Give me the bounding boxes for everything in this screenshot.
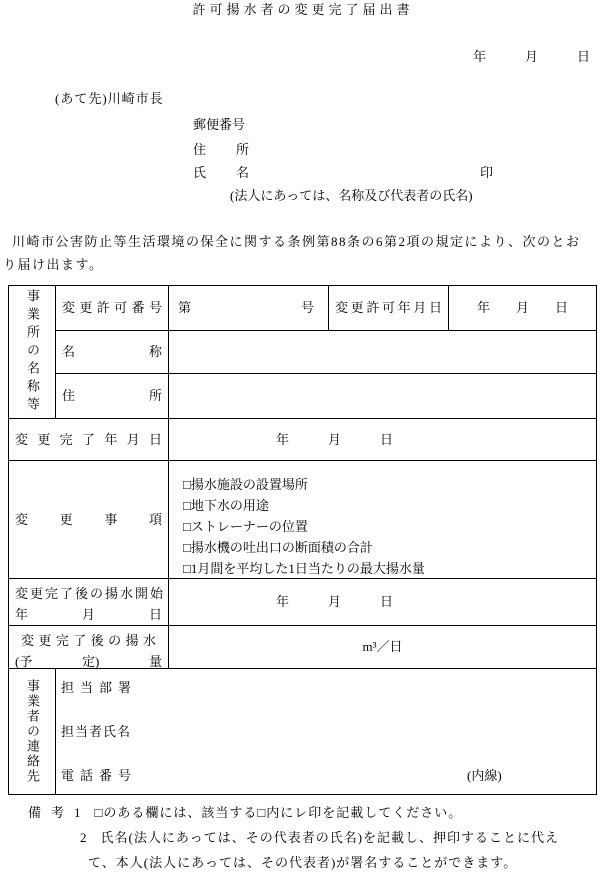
pump-start-label-line1: 変更完了後の揚水開始 [15,586,166,601]
pump-start-value: 年 月 日 [275,594,393,609]
pump-start-row [9,579,596,626]
pump-volume-ryou: 量 [148,654,162,669]
office-group [9,286,596,419]
permit-date-label: 変 更 許 可 年 月 日 [329,286,449,330]
office-address-field [169,374,596,418]
name-label-right: 名 [235,165,249,180]
office-name-label [56,331,169,373]
note-1 [28,806,462,820]
permit-number-field [169,286,329,330]
contact-phone-line [61,769,596,783]
checkbox-item-strainer: □ストレーナーの位置 [183,519,308,534]
address-label [193,143,249,157]
note-2 [80,831,559,845]
note-2-number: 2 [80,830,87,845]
contact-fields [56,669,596,794]
contact-phone-label: 電話番号 [61,768,138,783]
change-items-label: 変 更 事 項 [9,461,169,578]
contact-dept-label: 担当部署 [61,680,138,695]
notes-label: 備考 [28,805,75,820]
permit-number-prefix: 第 [178,300,192,315]
office-name-label-right: 称 [148,344,162,359]
note-2-text-line2: て、本人(法人にあっては、その代表者)が署名することができます。 [88,855,518,870]
contact-group-header: 事業者の連絡先 [9,669,56,794]
name-label-left: 氏 [193,165,207,180]
form-table [8,285,597,795]
pump-start-label [9,579,169,625]
contact-person-label: 担当者氏名 [61,724,132,739]
note-2-text-line1: 氏名(法人にあっては、その代表者の氏名)を記載し、押印することに代え [100,830,560,845]
pump-start-day: 日 [148,607,162,622]
intro-line-1: 川崎市公害防止等生活環境の保全に関する条例第88条の6第2項の規定により、次のとお [12,234,581,249]
checkbox-item-outlet-area: □揚水機の吐出口の断面積の合計 [183,540,373,555]
permit-number-row [56,286,596,331]
completion-date-label: 変 更 完 了 年 月 日 [9,419,169,460]
office-name-label-left: 名 [62,344,76,359]
note-1-number: 1 [74,805,81,820]
office-address-label [56,374,169,418]
pump-volume-label-line1: 変 更 完 了 後 の 揚 水 [21,633,156,648]
address-label-left: 住 [193,142,207,157]
office-address-label-right: 所 [148,388,162,403]
pump-volume-paren-yo: (予 [15,654,33,669]
permit-date-value: 年 月 日 [476,300,568,315]
form-title: 許可揚水者の変更完了届出書 [192,2,414,17]
completion-date-value: 年 月 日 [275,431,393,447]
pump-start-label-line2 [15,604,162,625]
submission-date-line: 年 月 日 [473,49,591,64]
pump-volume-label [9,626,169,668]
pump-volume-row [9,626,596,669]
intro-line-2: り届け出ます。 [3,257,104,272]
permit-number-suffix: 号 [300,300,314,315]
checkbox-item-usage: □地下水の用途 [183,498,269,513]
pump-volume-tei-paren: 定) [81,654,100,669]
checkbox-item-max-volume: □1月間を平均した1日当たりの最大揚水量 [183,561,425,576]
extension-label: (内線) [467,768,502,783]
contact-group [9,669,596,794]
intro-paragraph [3,230,603,276]
office-group-header: 事業所の名称等 [9,286,56,418]
addressee: (あて先)川崎市長 [55,91,164,106]
office-name-field [169,331,596,373]
permit-number-label: 変 更 許 可 番 号 [56,286,169,330]
seal-mark: 印 [480,165,494,180]
pump-start-year: 年 [15,607,29,622]
completion-date-row [9,419,596,461]
change-items-row [9,461,596,579]
corp-name-note: (法人にあっては、名称及び代表者の氏名) [230,188,473,203]
note-1-text: □のある欄には、該当する□内にレ印を記載してください。 [94,805,463,820]
change-items-list [169,461,596,578]
address-label-right: 所 [235,142,249,157]
name-label [193,166,249,180]
postal-code-label: 郵便番号 [193,117,246,132]
pump-volume-value: m³／日 [362,639,403,654]
office-name-row [56,331,596,374]
checkbox-item-location: □揚水施設の設置場所 [183,477,308,492]
office-address-row [56,374,596,418]
pump-start-month: 月 [81,607,95,622]
office-address-label-left: 住 [62,388,76,403]
